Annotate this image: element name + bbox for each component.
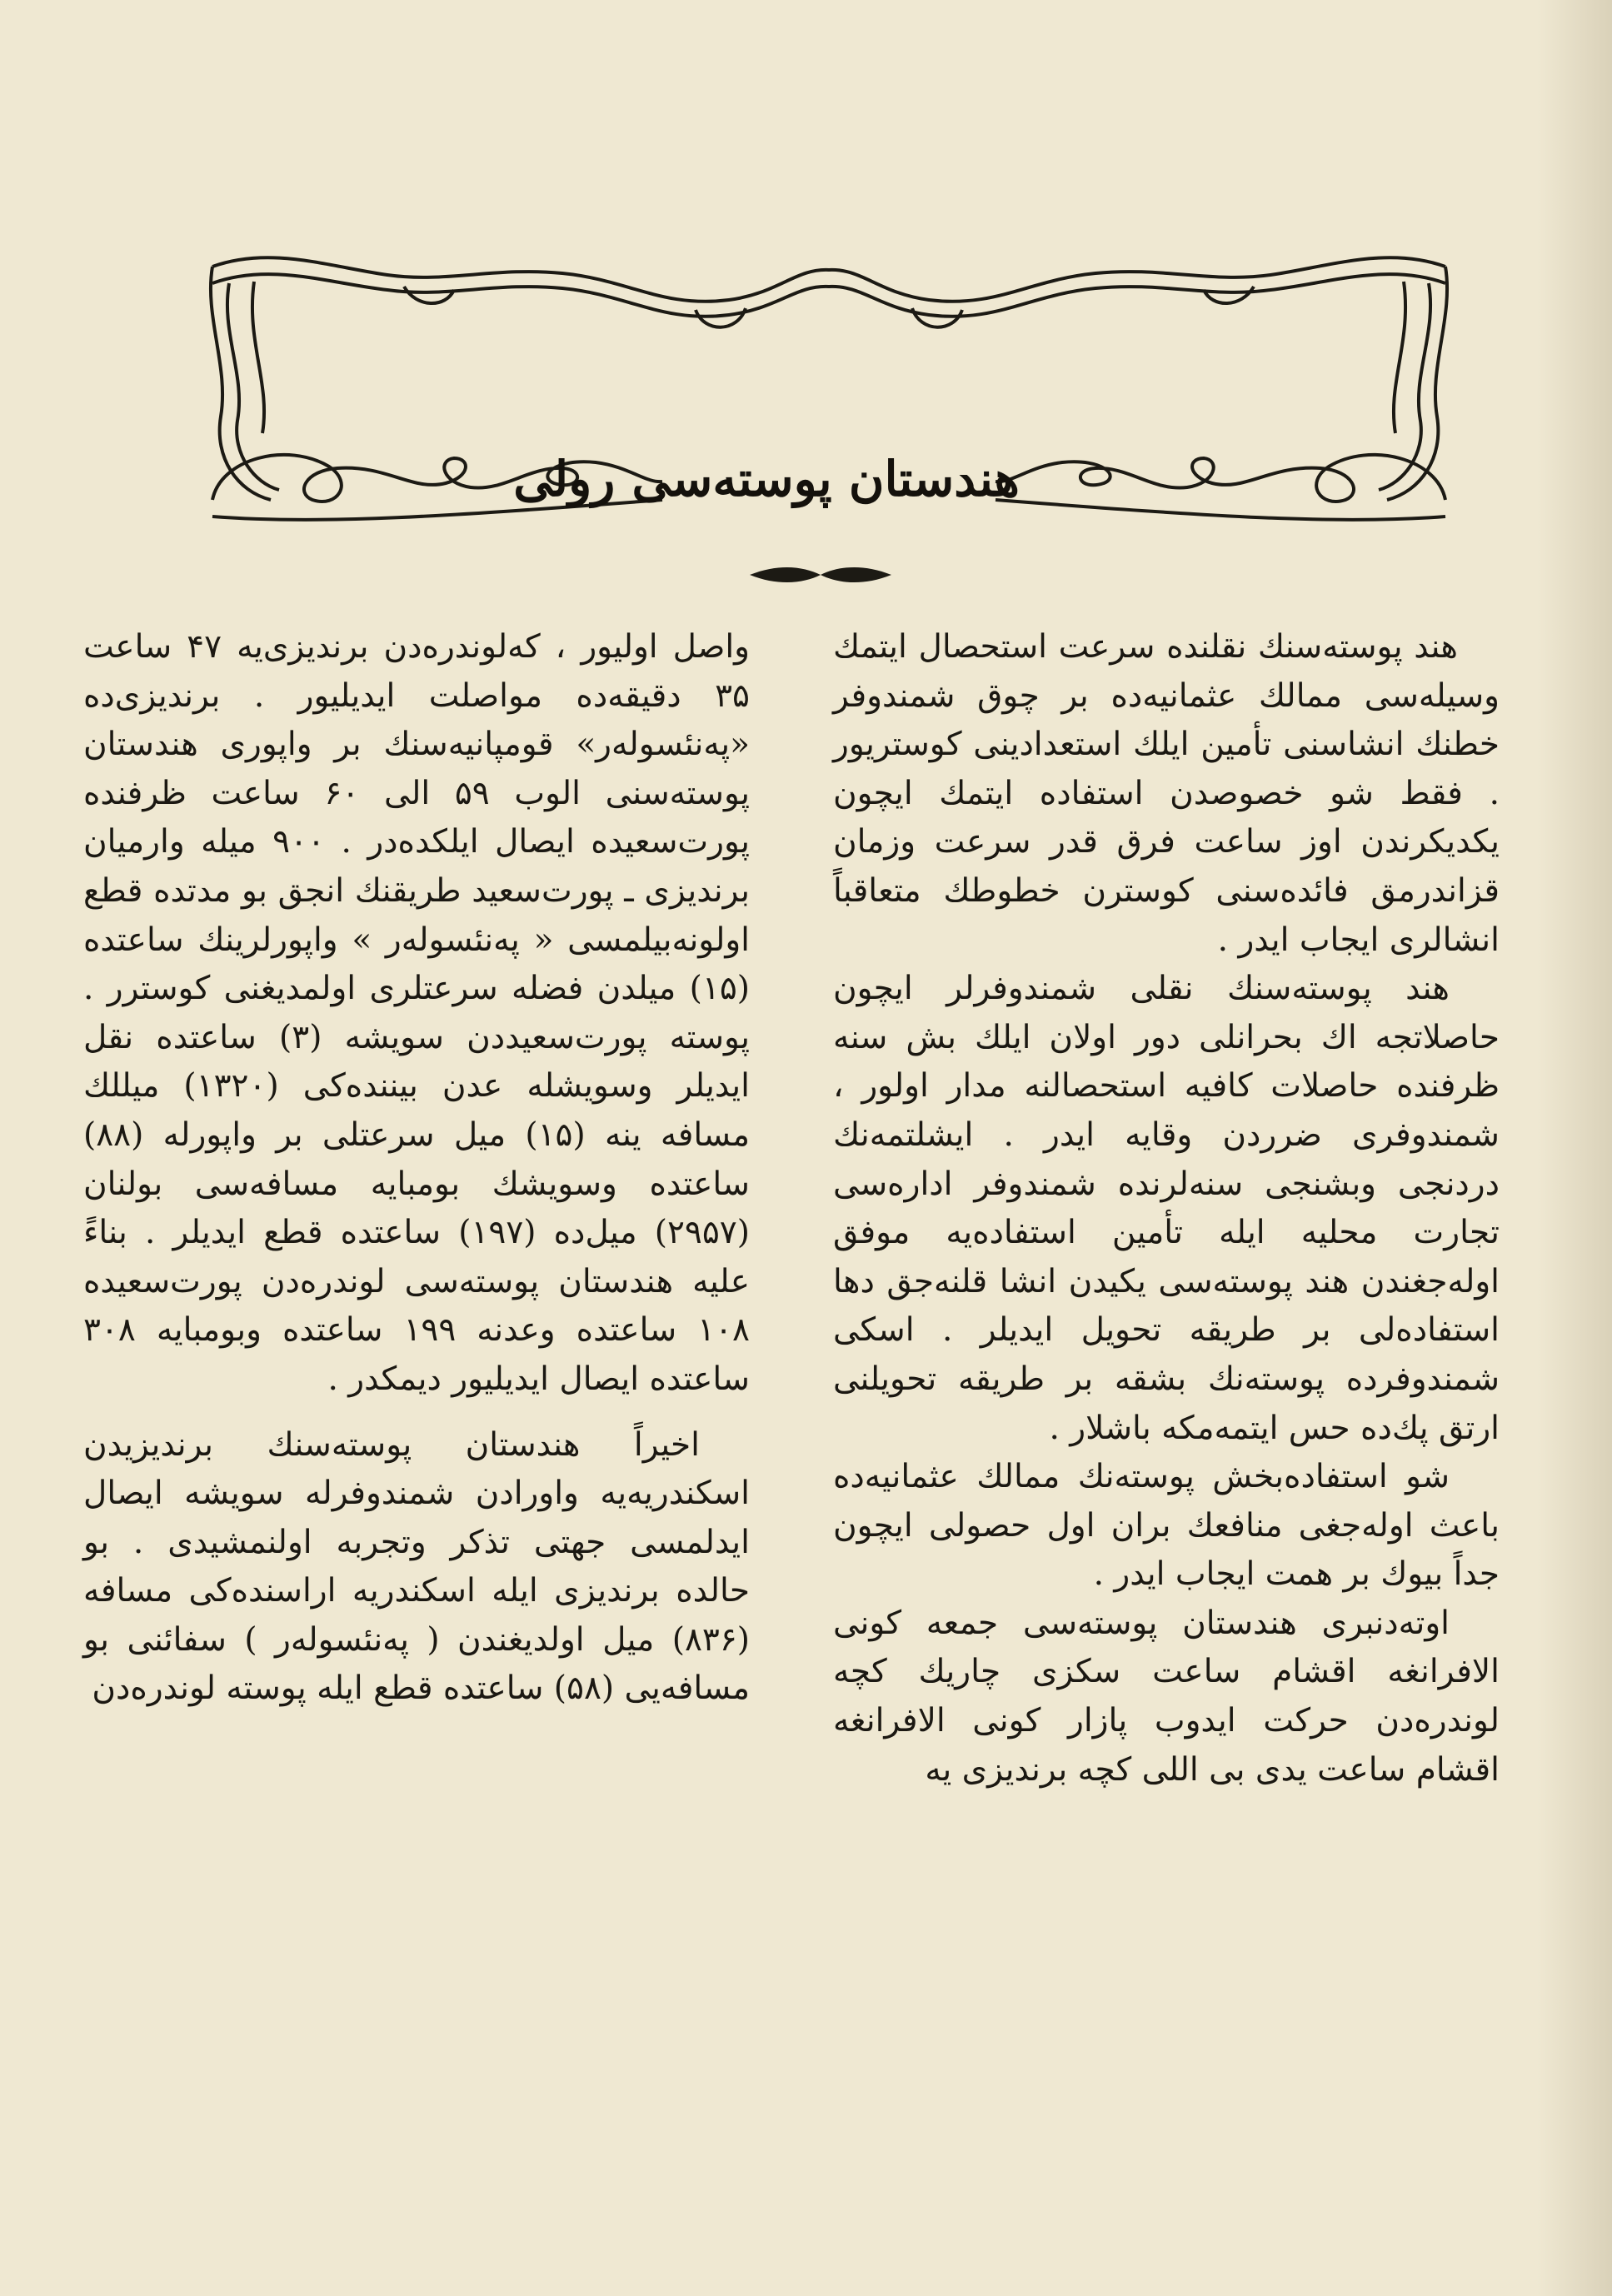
- page-edge-shadow: [1537, 0, 1612, 2296]
- paragraph: هند پوسته‌سنك نقلی شمندوفرلر ایچون حاصلاتجه اك بحرانلی دور اولان ایلك بش سنه ظرفنده حاصلات کافیه استحصالنه مدار اولور ، شمندوفری ضرردن وقایه ایدر . ایشلتمه‌نك دردنجی وبشنجی سنه‌لرنده شمندوفر اداره‌سی تجارت محلیه ایله تأمین استفاده‌یه موفق اوله‌جغندن هند پوسته‌سی یکیدن انشا قلنه‌جق دها استفاده‌لی بر طریقه تحویل ایدیلر . اسکی شمندوفرده پوسته‌نك بشقه بر طریقه تحویلنی ارتق پك‌ده حس ایتمه‌مکه باشلار .: [833, 970, 1500, 1447]
- right-text-column: [833, 623, 1500, 1794]
- article-title: هندستان پوسته‌سی رولی: [513, 451, 1020, 507]
- left-text-column: [83, 623, 750, 1714]
- paragraph: واصل اولیور ، که‌لوندره‌دن برندیزی‌یه ۴۷ ساعت ۳۵ دقیقه‌ده مواصلت ایدیلیور . برندیزی‌ده «په‌نئسوله‌ر» قومپانیه‌سنك بر واپوری هندستان پوسته‌سنی الوب ۵۹ الی ۶۰ ساعت ظرفنده پورت‌سعیده ایصال ایلکده‌در . ۹۰۰ میله وارمیان برندیزی ـ پورت‌سعید طریقنك انجق بو مدتده قطع اولونه‌بیلمسی « په‌نئسوله‌ر » واپورلرینك ساعتده (۱۵) میلدن فضله سرعتلری اولمدیغنی کوسترر . پوسته پورت‌سعیددن سویشه (۳) ساعتده نقل ایدیلر وسویشله عدن بیننده‌کی (۱۳۲۰) میللك مسافه ینه (۱۵) میل سرعتلی بر واپورله (۸۸) ساعتده وسویشك بومبایه مسافه‌سی بولنان (۲۹۵۷) میل‌ده (۱۹۷) ساعتده قطع ایدیلر . بناءً علیه هندستان پوسته‌سی لوندره‌دن پورت‌سعیده ۱۰۸ ساعتده وعدنه ۱۹۹ ساعتده وبومبایه ۳۰۸ ساعتده ایصال ایدیلیور دیمکدر .: [83, 628, 751, 1398]
- paragraph: هند پوسته‌سنك نقلنده سرعت استحصال ایتمك وسیله‌سی ممالك عثمانیه‌ده بر چوق شمندوفر خطنك انشاسنی تأمین ایلك استعدادینی کوستریور . فقط شو خصوصدن استفاده ایتمك ایچون یکدیکرندن اوز ساعت فرق قدر سرعت وزمان قزاندرمق فائده‌سنی کوسترن خطوطك متعاقباً انشالری ایجاب ایدر .: [833, 628, 1500, 959]
- paragraph-gap: [83, 1405, 750, 1421]
- title-divider-ornament: [746, 560, 896, 590]
- paragraph: اوته‌دنبری هندستان پوسته‌سی جمعه کونی الافرانغه اقشام ساعت سکزی چاریك کچه لوندره‌دن حرکت ایدوب پازار کونی الافرانغه اقشام ساعت یدی بی اللی کچه برندیزی یه: [833, 1604, 1500, 1789]
- paragraph: شو استفاده‌بخش پوسته‌نك ممالك عثمانیه‌ده باعث اوله‌جغی منافعك بران اول حصولی ایچون جداً بیوك بر همت ایجاب ایدر .: [833, 1458, 1500, 1594]
- paragraph: اخیراً هندستان پوسته‌سنك برندیزیدن اسکندریه‌یه واورادن شمندوفرله سویشه ایصال ایدلمسی جهتی تذکر وتجربه اولنمشیدی . بو حالده برندیزی ایله اسکندریه اراسنده‌کی مسافه (۸۳۶) میل اولدیغندن ( په‌نئسوله‌ر ) سفائنی بو مسافه‌یی (۵۸) ساعتده قطع ایله پوسته لوندره‌دن: [83, 1425, 750, 1708]
